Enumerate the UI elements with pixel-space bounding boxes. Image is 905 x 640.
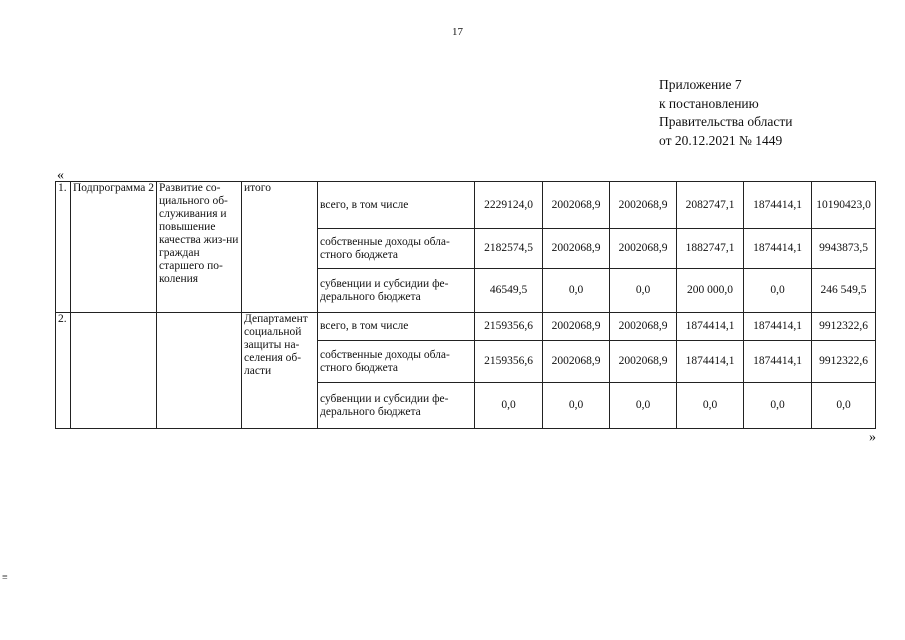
value-cell: 9912322,6 — [812, 313, 876, 341]
opening-quote: « — [57, 168, 64, 183]
value-cell: 2002068,9 — [610, 341, 677, 383]
value-cell: 46549,5 — [475, 269, 543, 313]
value-cell: 1874414,1 — [744, 313, 812, 341]
value-cell: 2182574,5 — [475, 229, 543, 269]
value-cell: 2082747,1 — [677, 182, 744, 229]
program-name-cell — [157, 313, 242, 429]
value-cell: 2159356,6 — [475, 341, 543, 383]
value-cell: 0,0 — [610, 269, 677, 313]
value-cell: 0,0 — [677, 383, 744, 429]
table-row — [56, 182, 876, 229]
value-cell: 2002068,9 — [610, 182, 677, 229]
value-cell: 9912322,6 — [812, 341, 876, 383]
value-cell: 0,0 — [744, 269, 812, 313]
value-cell: 1882747,1 — [677, 229, 744, 269]
funding-source-cell: собственные доходы обла-стного бюджета — [318, 229, 475, 269]
executor-cell: Департамент социальной защиты на-селения об-ласти — [242, 313, 318, 429]
row-number: 1. — [56, 182, 71, 313]
value-cell: 1874414,1 — [677, 313, 744, 341]
page-number: 17 — [452, 26, 463, 38]
closing-quote: » — [869, 430, 876, 445]
program-cell — [71, 313, 157, 429]
value-cell: 1874414,1 — [677, 341, 744, 383]
value-cell: 2159356,6 — [475, 313, 543, 341]
value-cell: 0,0 — [812, 383, 876, 429]
value-cell: 2002068,9 — [543, 341, 610, 383]
appendix-line-4: от 20.12.2021 № 1449 — [659, 132, 783, 148]
value-cell: 200 000,0 — [677, 269, 744, 313]
budget-table — [55, 181, 876, 429]
funding-source-cell: всего, в том числе — [318, 313, 475, 341]
value-cell: 0,0 — [543, 383, 610, 429]
value-cell: 2002068,9 — [543, 313, 610, 341]
value-cell: 1874414,1 — [744, 182, 812, 229]
appendix-line-1: Приложение 7 — [659, 77, 742, 92]
value-cell: 0,0 — [610, 383, 677, 429]
value-cell: 0,0 — [744, 383, 812, 429]
funding-source-cell: субвенции и субсидии фе-дерального бюджета — [318, 383, 475, 429]
value-cell: 246 549,5 — [812, 269, 876, 313]
value-cell: 2002068,9 — [543, 182, 610, 229]
table-row — [56, 313, 876, 341]
value-cell: 1874414,1 — [744, 229, 812, 269]
funding-source-cell: собственные доходы обла-стного бюджета — [318, 341, 475, 383]
value-cell: 0,0 — [543, 269, 610, 313]
appendix-line-2: к постановлению — [659, 95, 759, 111]
executor-cell: итого — [242, 182, 318, 313]
appendix-header — [659, 76, 792, 150]
scan-edge-mark: ≡ — [2, 572, 8, 583]
value-cell: 1874414,1 — [744, 341, 812, 383]
value-cell: 2002068,9 — [610, 229, 677, 269]
value-cell: 10190423,0 — [812, 182, 876, 229]
program-name-cell: Развитие со-циального об-служивания и повышение качества жиз-ни граждан старшего по-коления — [157, 182, 242, 313]
value-cell: 2002068,9 — [610, 313, 677, 341]
row-number: 2. — [56, 313, 71, 429]
value-cell: 0,0 — [475, 383, 543, 429]
value-cell: 2229124,0 — [475, 182, 543, 229]
value-cell: 2002068,9 — [543, 229, 610, 269]
value-cell: 9943873,5 — [812, 229, 876, 269]
appendix-line-3: Правительства области — [659, 114, 793, 129]
funding-source-cell: субвенции и субсидии фе-дерального бюджета — [318, 269, 475, 313]
funding-source-cell: всего, в том числе — [318, 182, 475, 229]
program-cell: Подпрограмма 2 — [71, 182, 157, 313]
